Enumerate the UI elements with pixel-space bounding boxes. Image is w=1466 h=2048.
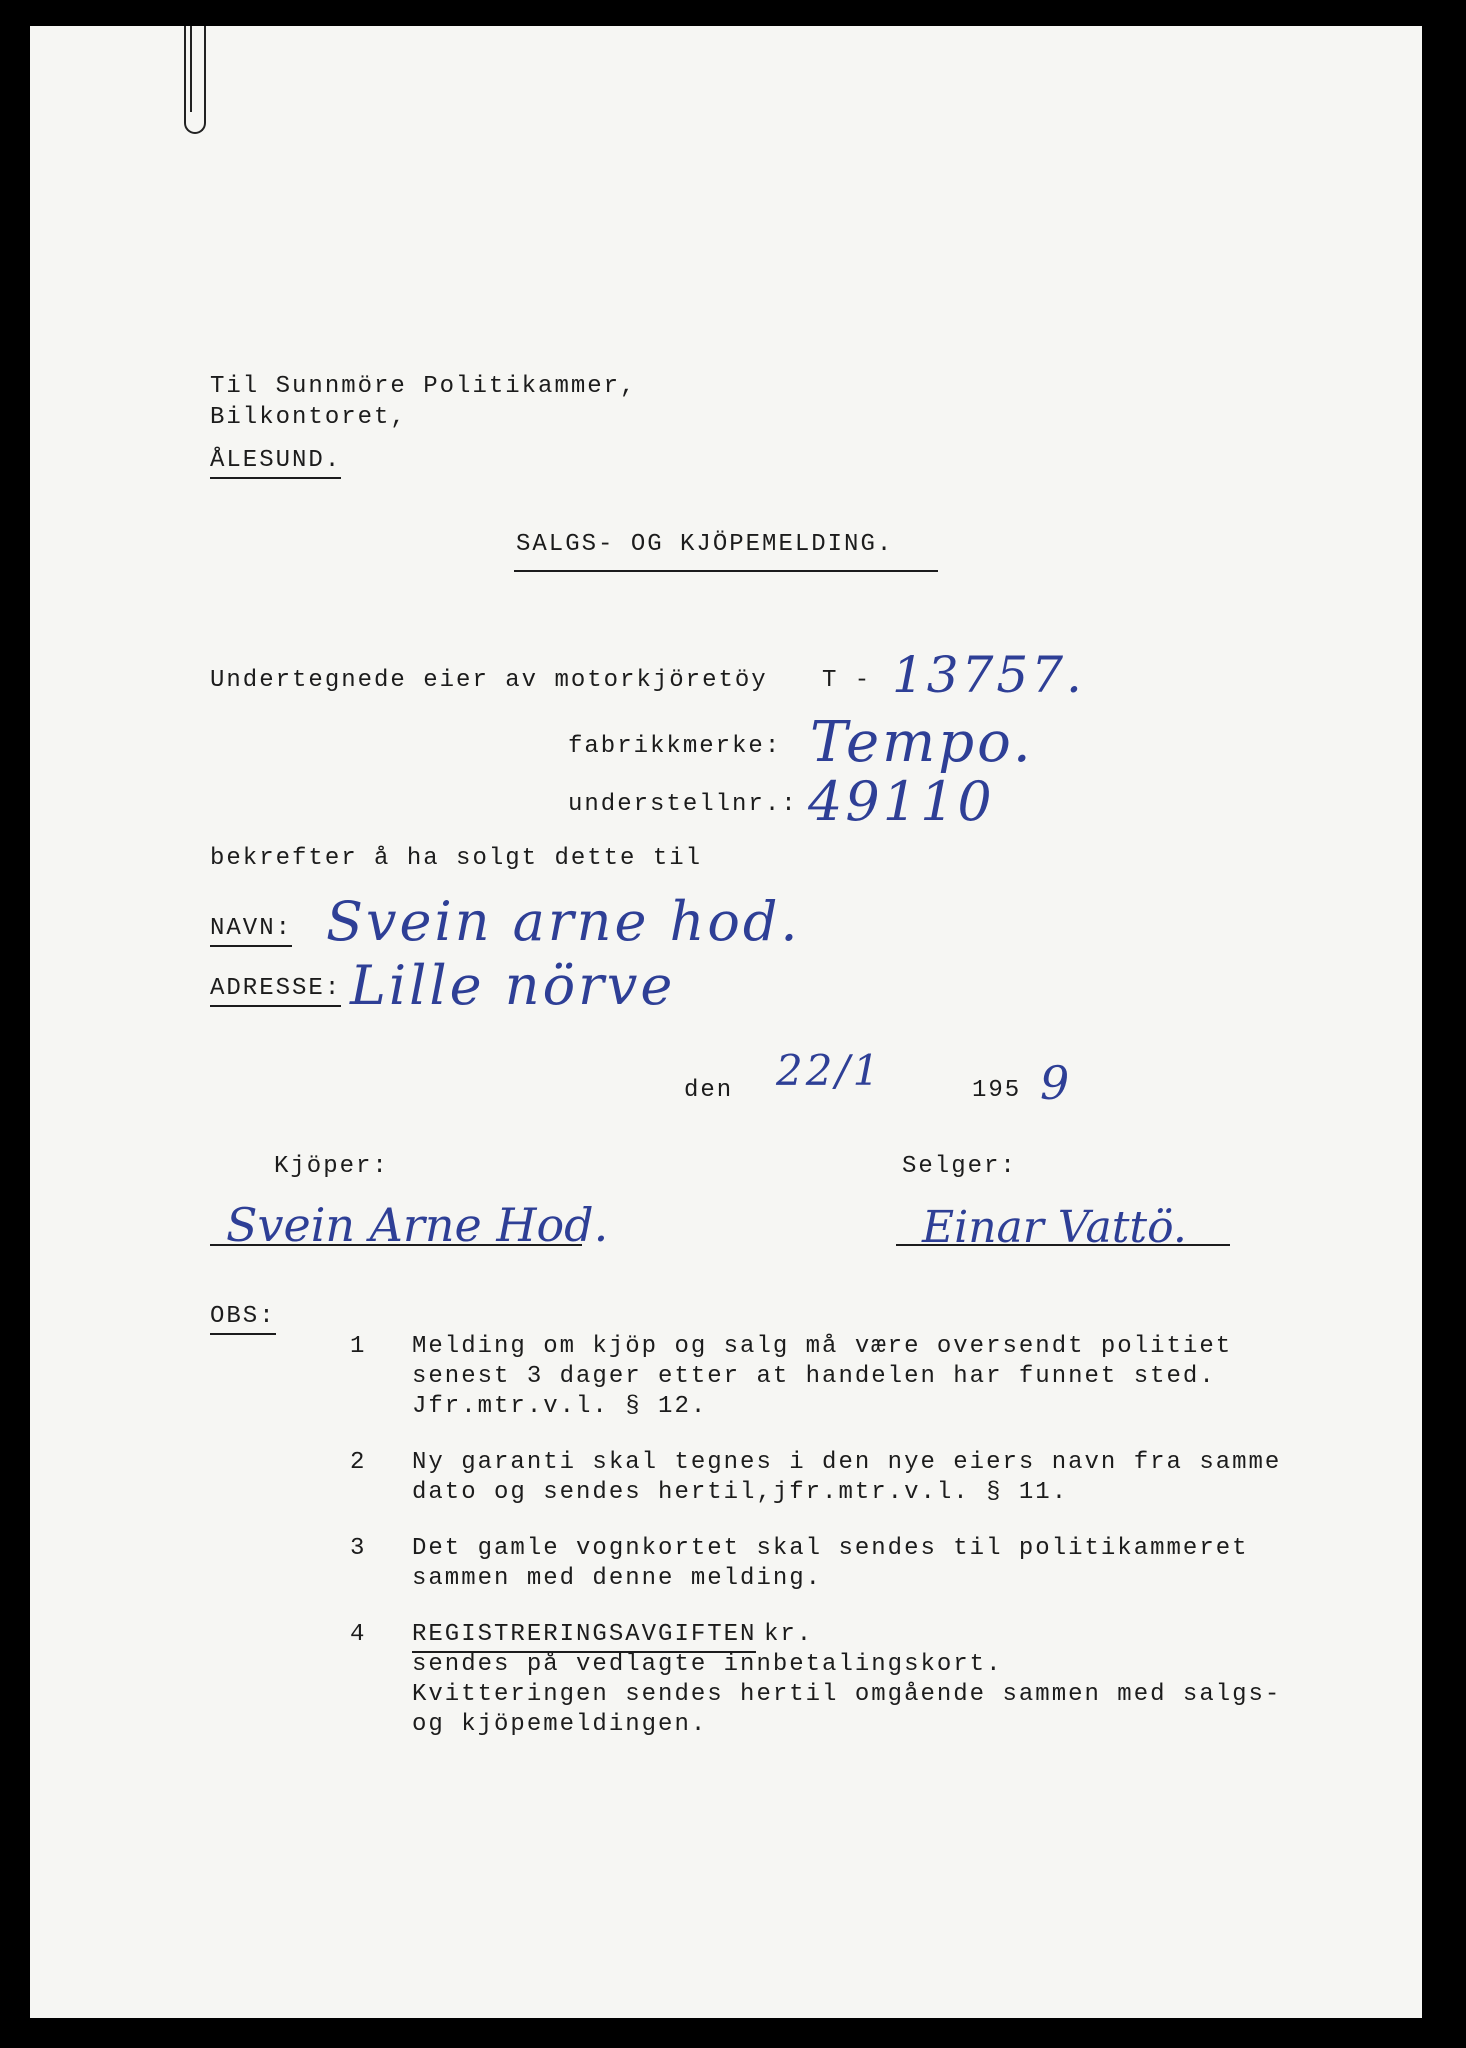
obs-item-1-line-3: Jfr.mtr.v.l. § 12. [412, 1393, 708, 1420]
make-label: fabrikkmerke: [568, 733, 782, 760]
obs-item-2-line-2: dato og sendes hertil,jfr.mtr.v.l. § 11. [412, 1479, 1069, 1506]
obs-item-4-heading-suffix: kr. [764, 1621, 814, 1648]
seller-signature-line [896, 1244, 1230, 1246]
obs-item-4-number: 4 [350, 1621, 367, 1648]
obs-item-4-line-1: sendes på vedlagte innbetalingskort. [412, 1651, 1003, 1678]
name-label: NAVN: [210, 914, 292, 947]
make-value: Tempo. [810, 710, 1034, 775]
buyer-signature: Svein Arne Hod. [226, 1198, 609, 1252]
obs-item-3-line-1: Det gamle vognkortet skal sendes til politikammeret [412, 1535, 1249, 1562]
obs-item-4-line-3: og kjöpemeldingen. [412, 1711, 708, 1738]
buyer-signature-line [210, 1244, 582, 1246]
header-line-1: Til Sunnmöre Politikammer, [210, 373, 637, 400]
title-underline [514, 570, 938, 572]
date-day-month: 22/1 [776, 1046, 883, 1095]
paper-clip-inner [190, 26, 198, 112]
address-label: ADRESSE: [210, 974, 341, 1007]
obs-item-1-number: 1 [350, 1333, 367, 1360]
reg-number: 13757. [892, 646, 1085, 704]
owner-label: Undertegnede eier av motorkjöretöy [210, 667, 768, 694]
reg-prefix: T - [822, 667, 872, 694]
document-title: SALGS- OG KJÖPEMELDING. [516, 531, 894, 558]
buyer-label: Kjöper: [274, 1153, 389, 1180]
address-value: Lille nörve [350, 954, 676, 1017]
obs-item-3-line-2: sammen med denne melding. [412, 1565, 823, 1592]
name-value: Svein arne hod. [326, 890, 801, 953]
obs-item-2-number: 2 [350, 1449, 367, 1476]
obs-label: OBS: [210, 1302, 276, 1335]
date-label: den [684, 1077, 734, 1104]
date-year-hand: 9 [1040, 1056, 1073, 1110]
date-year-printed: 195 [972, 1077, 1022, 1104]
confirm-text: bekrefter å ha solgt dette til [210, 845, 703, 872]
obs-item-1-line-1: Melding om kjöp og salg må være oversendt politiet [412, 1333, 1233, 1360]
obs-item-3-number: 3 [350, 1535, 367, 1562]
obs-item-2-line-1: Ny garanti skal tegnes i den nye eiers navn fra samme [412, 1449, 1282, 1476]
obs-item-4-heading: REGISTRERINGSAVGIFTEN [412, 1620, 756, 1653]
header-line-2: Bilkontoret, [210, 404, 407, 431]
obs-item-4-line-2: Kvitteringen sendes hertil omgående sammen med salgs- [412, 1681, 1282, 1708]
obs-item-1-line-2: senest 3 dager etter at handelen har funnet sted. [412, 1363, 1216, 1390]
document-page [30, 26, 1422, 2018]
header-city: ÅLESUND. [210, 446, 341, 479]
seller-label: Selger: [902, 1153, 1017, 1180]
chassis-label: understellnr.: [568, 791, 798, 818]
chassis-value: 49110 [808, 770, 995, 833]
seller-signature: Einar Vattö. [922, 1202, 1187, 1253]
